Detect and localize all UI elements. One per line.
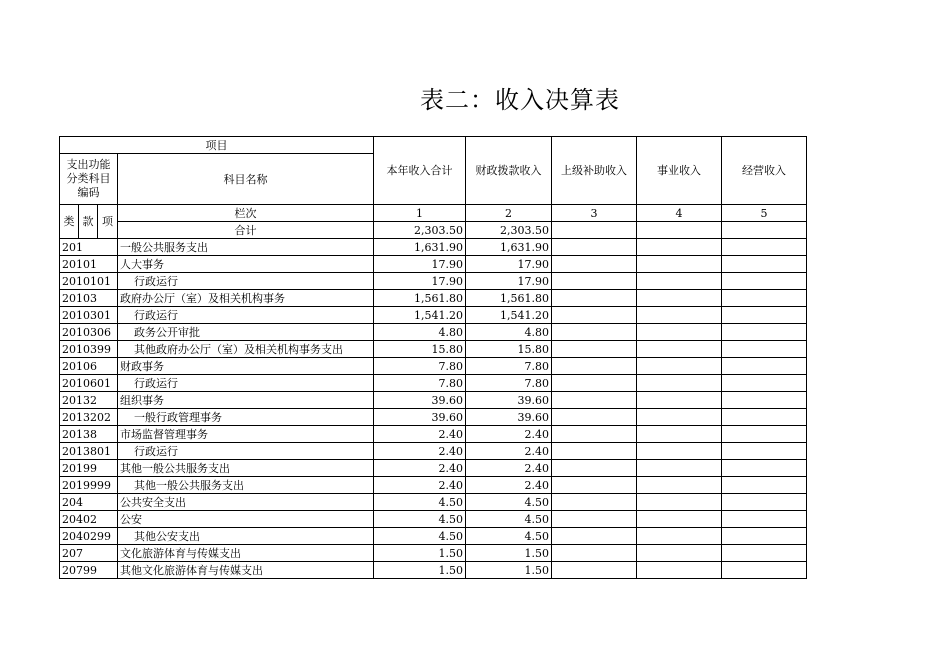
row-fiscal: 1,541.20: [466, 307, 552, 324]
row-total: 4.50: [374, 494, 466, 511]
row-total: 7.80: [374, 358, 466, 375]
row-operating: [722, 477, 807, 494]
row-name: 行政运行: [118, 443, 374, 460]
row-operating: [722, 307, 807, 324]
table-row: [60, 426, 807, 443]
table-row: [60, 409, 807, 426]
row-business: [637, 426, 722, 443]
row-name: 组织事务: [118, 392, 374, 409]
col-num-3: 3: [552, 205, 637, 222]
row-fiscal: 4.50: [466, 511, 552, 528]
row-business: [637, 562, 722, 579]
row-upper: [552, 460, 637, 477]
row-code: 2010601: [60, 375, 118, 392]
row-code: 2019999: [60, 477, 118, 494]
page-title: 表二：收入决算表: [420, 86, 620, 114]
row-business: [637, 290, 722, 307]
row-code: 2010301: [60, 307, 118, 324]
row-upper: [552, 307, 637, 324]
table-row: [60, 477, 807, 494]
row-operating: [722, 392, 807, 409]
row-operating: [722, 562, 807, 579]
col-upper-header: 上级补助收入: [552, 137, 637, 205]
row-total: 1.50: [374, 545, 466, 562]
row-business: [637, 273, 722, 290]
row-upper: [552, 426, 637, 443]
row-code: 20402: [60, 511, 118, 528]
row-name: 其他文化旅游体育与传媒支出: [118, 562, 374, 579]
row-upper: [552, 239, 637, 256]
table-row: [60, 375, 807, 392]
row-upper: [552, 341, 637, 358]
row-name: 公安: [118, 511, 374, 528]
row-total: 17.90: [374, 273, 466, 290]
table-row: [60, 392, 807, 409]
row-code: 20103: [60, 290, 118, 307]
income-table: [59, 136, 807, 579]
kuan-header: 款: [79, 205, 98, 239]
row-operating: [722, 290, 807, 307]
row-operating: [722, 375, 807, 392]
heji-fiscal-value: 2,303.50: [466, 222, 552, 239]
row-business: [637, 409, 722, 426]
row-upper: [552, 528, 637, 545]
row-code: 2010306: [60, 324, 118, 341]
table-row: [60, 290, 807, 307]
row-fiscal: 2.40: [466, 477, 552, 494]
table-row: [60, 511, 807, 528]
col-num-2: 2: [466, 205, 552, 222]
row-fiscal: 1.50: [466, 545, 552, 562]
row-total: 2.40: [374, 426, 466, 443]
row-code: 207: [60, 545, 118, 562]
row-total: 4.50: [374, 511, 466, 528]
row-fiscal: 2.40: [466, 460, 552, 477]
code-label-header: 支出功能分类科目编码: [60, 154, 118, 205]
row-operating: [722, 460, 807, 477]
row-total: 39.60: [374, 392, 466, 409]
row-total: 1,541.20: [374, 307, 466, 324]
row-total: 17.90: [374, 256, 466, 273]
row-upper: [552, 494, 637, 511]
row-operating: [722, 443, 807, 460]
col-total-header: 本年收入合计: [374, 137, 466, 205]
row-name: 财政事务: [118, 358, 374, 375]
row-code: 20138: [60, 426, 118, 443]
row-upper: [552, 545, 637, 562]
table-row: [60, 273, 807, 290]
table-row: [60, 256, 807, 273]
heji-label: 合计: [118, 222, 374, 239]
table-row: [60, 341, 807, 358]
row-fiscal: 4.50: [466, 494, 552, 511]
row-business: [637, 392, 722, 409]
row-total: 1,631.90: [374, 239, 466, 256]
row-upper: [552, 477, 637, 494]
header-row-1: [60, 137, 807, 154]
row-fiscal: 15.80: [466, 341, 552, 358]
project-header: 项目: [60, 137, 374, 154]
heji-total-value: 2,303.50: [374, 222, 466, 239]
row-upper: [552, 511, 637, 528]
row-name: 文化旅游体育与传媒支出: [118, 545, 374, 562]
row-name: 行政运行: [118, 375, 374, 392]
table-row: [60, 545, 807, 562]
row-total: 1,561.80: [374, 290, 466, 307]
row-name: 市场监督管理事务: [118, 426, 374, 443]
row-code: 2040299: [60, 528, 118, 545]
row-total: 7.80: [374, 375, 466, 392]
row-total: 2.40: [374, 460, 466, 477]
row-operating: [722, 341, 807, 358]
row-business: [637, 545, 722, 562]
row-operating: [722, 358, 807, 375]
row-fiscal: 2.40: [466, 426, 552, 443]
col-num-1: 1: [374, 205, 466, 222]
row-name: 行政运行: [118, 307, 374, 324]
row-operating: [722, 545, 807, 562]
heji-operating-value: [722, 222, 807, 239]
row-name: 一般公共服务支出: [118, 239, 374, 256]
row-upper: [552, 375, 637, 392]
row-fiscal: 39.60: [466, 409, 552, 426]
row-business: [637, 256, 722, 273]
row-business: [637, 494, 722, 511]
row-fiscal: 7.80: [466, 375, 552, 392]
row-name: 政府办公厅（室）及相关机构事务: [118, 290, 374, 307]
row-business: [637, 443, 722, 460]
row-name: 其他一般公共服务支出: [118, 477, 374, 494]
table-row: [60, 562, 807, 579]
table-row: [60, 239, 807, 256]
table-row: [60, 443, 807, 460]
row-fiscal: 1.50: [466, 562, 552, 579]
row-fiscal: 2.40: [466, 443, 552, 460]
row-fiscal: 4.80: [466, 324, 552, 341]
row-business: [637, 324, 722, 341]
row-total: 15.80: [374, 341, 466, 358]
row-business: [637, 307, 722, 324]
total-row: [60, 222, 807, 239]
row-code: 20199: [60, 460, 118, 477]
row-business: [637, 375, 722, 392]
row-business: [637, 239, 722, 256]
table-row: [60, 324, 807, 341]
row-code: 2013202: [60, 409, 118, 426]
row-total: 2.40: [374, 477, 466, 494]
lei-header: 类: [60, 205, 79, 239]
row-upper: [552, 324, 637, 341]
row-name: 一般行政管理事务: [118, 409, 374, 426]
row-operating: [722, 256, 807, 273]
row-name: 政务公开审批: [118, 324, 374, 341]
row-fiscal: 17.90: [466, 256, 552, 273]
row-upper: [552, 392, 637, 409]
row-total: 4.80: [374, 324, 466, 341]
xiang-header: 项: [98, 205, 118, 239]
row-upper: [552, 562, 637, 579]
row-business: [637, 341, 722, 358]
row-code: 20132: [60, 392, 118, 409]
row-upper: [552, 290, 637, 307]
table-row: [60, 494, 807, 511]
row-code: 2010101: [60, 273, 118, 290]
row-business: [637, 528, 722, 545]
col-business-header: 事业收入: [637, 137, 722, 205]
row-name: 其他一般公共服务支出: [118, 460, 374, 477]
row-upper: [552, 358, 637, 375]
row-name: 行政运行: [118, 273, 374, 290]
row-total: 2.40: [374, 443, 466, 460]
row-code: 20106: [60, 358, 118, 375]
table-row: [60, 460, 807, 477]
heji-upper-value: [552, 222, 637, 239]
col-operating-header: 经营收入: [722, 137, 807, 205]
row-operating: [722, 426, 807, 443]
row-code: 20101: [60, 256, 118, 273]
table-row: [60, 307, 807, 324]
row-business: [637, 511, 722, 528]
row-operating: [722, 273, 807, 290]
name-label-header: 科目名称: [118, 154, 374, 205]
row-name: 其他公安支出: [118, 528, 374, 545]
heji-business-value: [637, 222, 722, 239]
row-code: 2013801: [60, 443, 118, 460]
row-business: [637, 477, 722, 494]
row-code: 201: [60, 239, 118, 256]
row-operating: [722, 409, 807, 426]
row-code: 20799: [60, 562, 118, 579]
row-total: 39.60: [374, 409, 466, 426]
row-operating: [722, 511, 807, 528]
row-business: [637, 460, 722, 477]
row-name: 其他政府办公厅（室）及相关机构事务支出: [118, 341, 374, 358]
row-code: 204: [60, 494, 118, 511]
table-row: [60, 358, 807, 375]
row-total: 4.50: [374, 528, 466, 545]
col-fiscal-header: 财政拨款收入: [466, 137, 552, 205]
row-upper: [552, 256, 637, 273]
row-fiscal: 1,631.90: [466, 239, 552, 256]
row-name: 人大事务: [118, 256, 374, 273]
row-name: 公共安全支出: [118, 494, 374, 511]
row-fiscal: 17.90: [466, 273, 552, 290]
header-row-3: [60, 205, 807, 222]
row-business: [637, 358, 722, 375]
row-operating: [722, 528, 807, 545]
row-fiscal: 4.50: [466, 528, 552, 545]
row-upper: [552, 273, 637, 290]
row-fiscal: 39.60: [466, 392, 552, 409]
row-fiscal: 7.80: [466, 358, 552, 375]
row-fiscal: 1,561.80: [466, 290, 552, 307]
row-operating: [722, 239, 807, 256]
col-num-5: 5: [722, 205, 807, 222]
row-upper: [552, 409, 637, 426]
row-operating: [722, 324, 807, 341]
lanci-label: 栏次: [118, 205, 374, 222]
col-num-4: 4: [637, 205, 722, 222]
row-operating: [722, 494, 807, 511]
row-upper: [552, 443, 637, 460]
row-total: 1.50: [374, 562, 466, 579]
table-row: [60, 528, 807, 545]
row-code: 2010399: [60, 341, 118, 358]
